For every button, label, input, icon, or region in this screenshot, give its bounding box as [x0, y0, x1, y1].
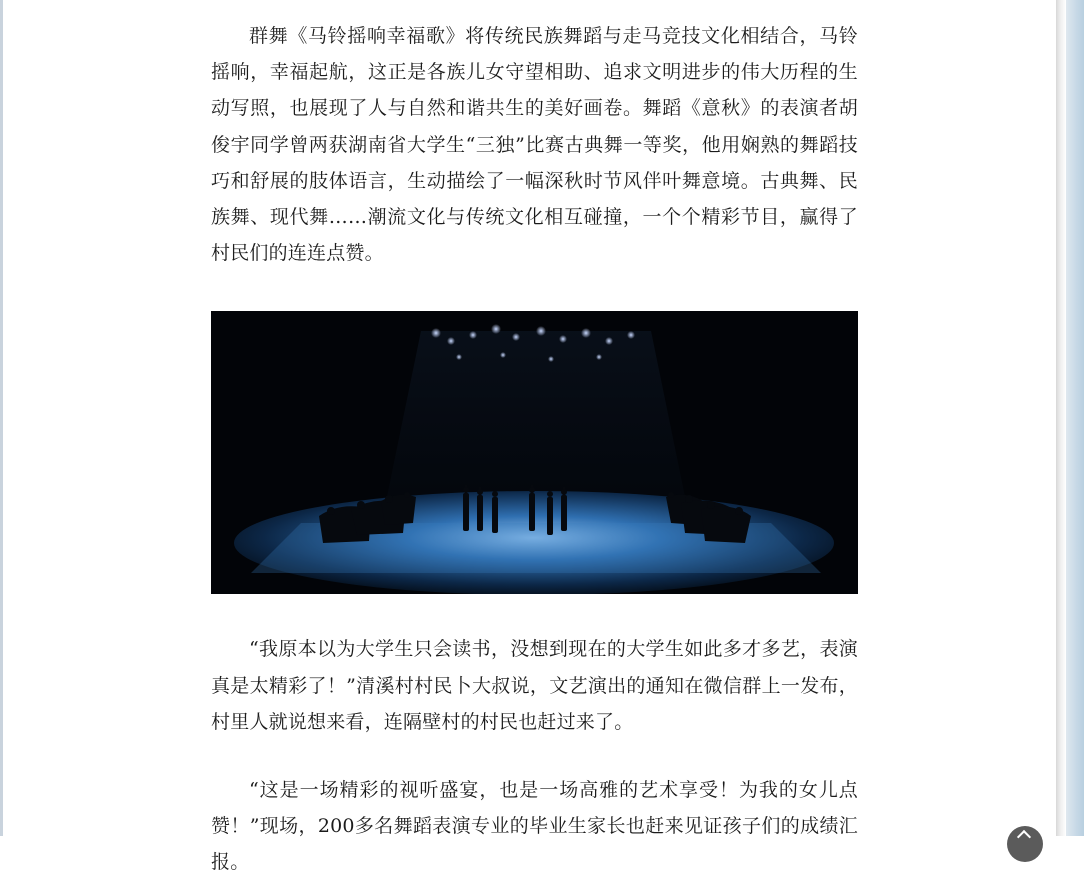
article-paragraph-1: 群舞《马铃摇响幸福歌》将传统民族舞蹈与走马竞技文化相结合，马铃摇响，幸福起航，这正是各族儿女守望相助、追求文明进步的伟大历程的生动写照，也展现了人与自然和谐共生的美好画卷。舞蹈《意秋》的表演者胡俊宇同学曾两获湖南省大学生“三独”比赛古典舞一等奖，他用娴熟的舞蹈技巧和舒展的肢体语言，生动描绘了一幅深秋时节风伴叶舞意境。古典舞、民族舞、现代舞……潮流文化与传统文化相互碰撞，一个个精彩节目，赢得了村民们的连连点赞。 — [211, 25, 858, 265]
chevron-up-icon — [1017, 830, 1031, 844]
scroll-to-top-button[interactable] — [1007, 826, 1043, 862]
article-body — [211, 18, 858, 881]
article-paragraph-2: “我原本以为大学生只会读书，没想到现在的大学生如此多才多艺，表演真是太精彩了！”清溪村村民卜大叔说，文艺演出的通知在微信群上一发布，村里人就说想来看，连隔壁村的村民也赶过来了。 — [211, 638, 858, 733]
stage-dance-photo — [211, 311, 858, 594]
page-edge-shadow — [1056, 0, 1066, 836]
stage-photo-graphic — [211, 311, 858, 594]
window-left-edge — [0, 0, 3, 836]
window-right-edge — [1066, 0, 1084, 836]
article-paragraph-3: “这是一场精彩的视听盛宴，也是一场高雅的艺术享受！为我的女儿点赞！”现场，200多名舞蹈表演专业的毕业生家长也赶来见证孩子们的成绩汇报。 — [211, 779, 858, 874]
